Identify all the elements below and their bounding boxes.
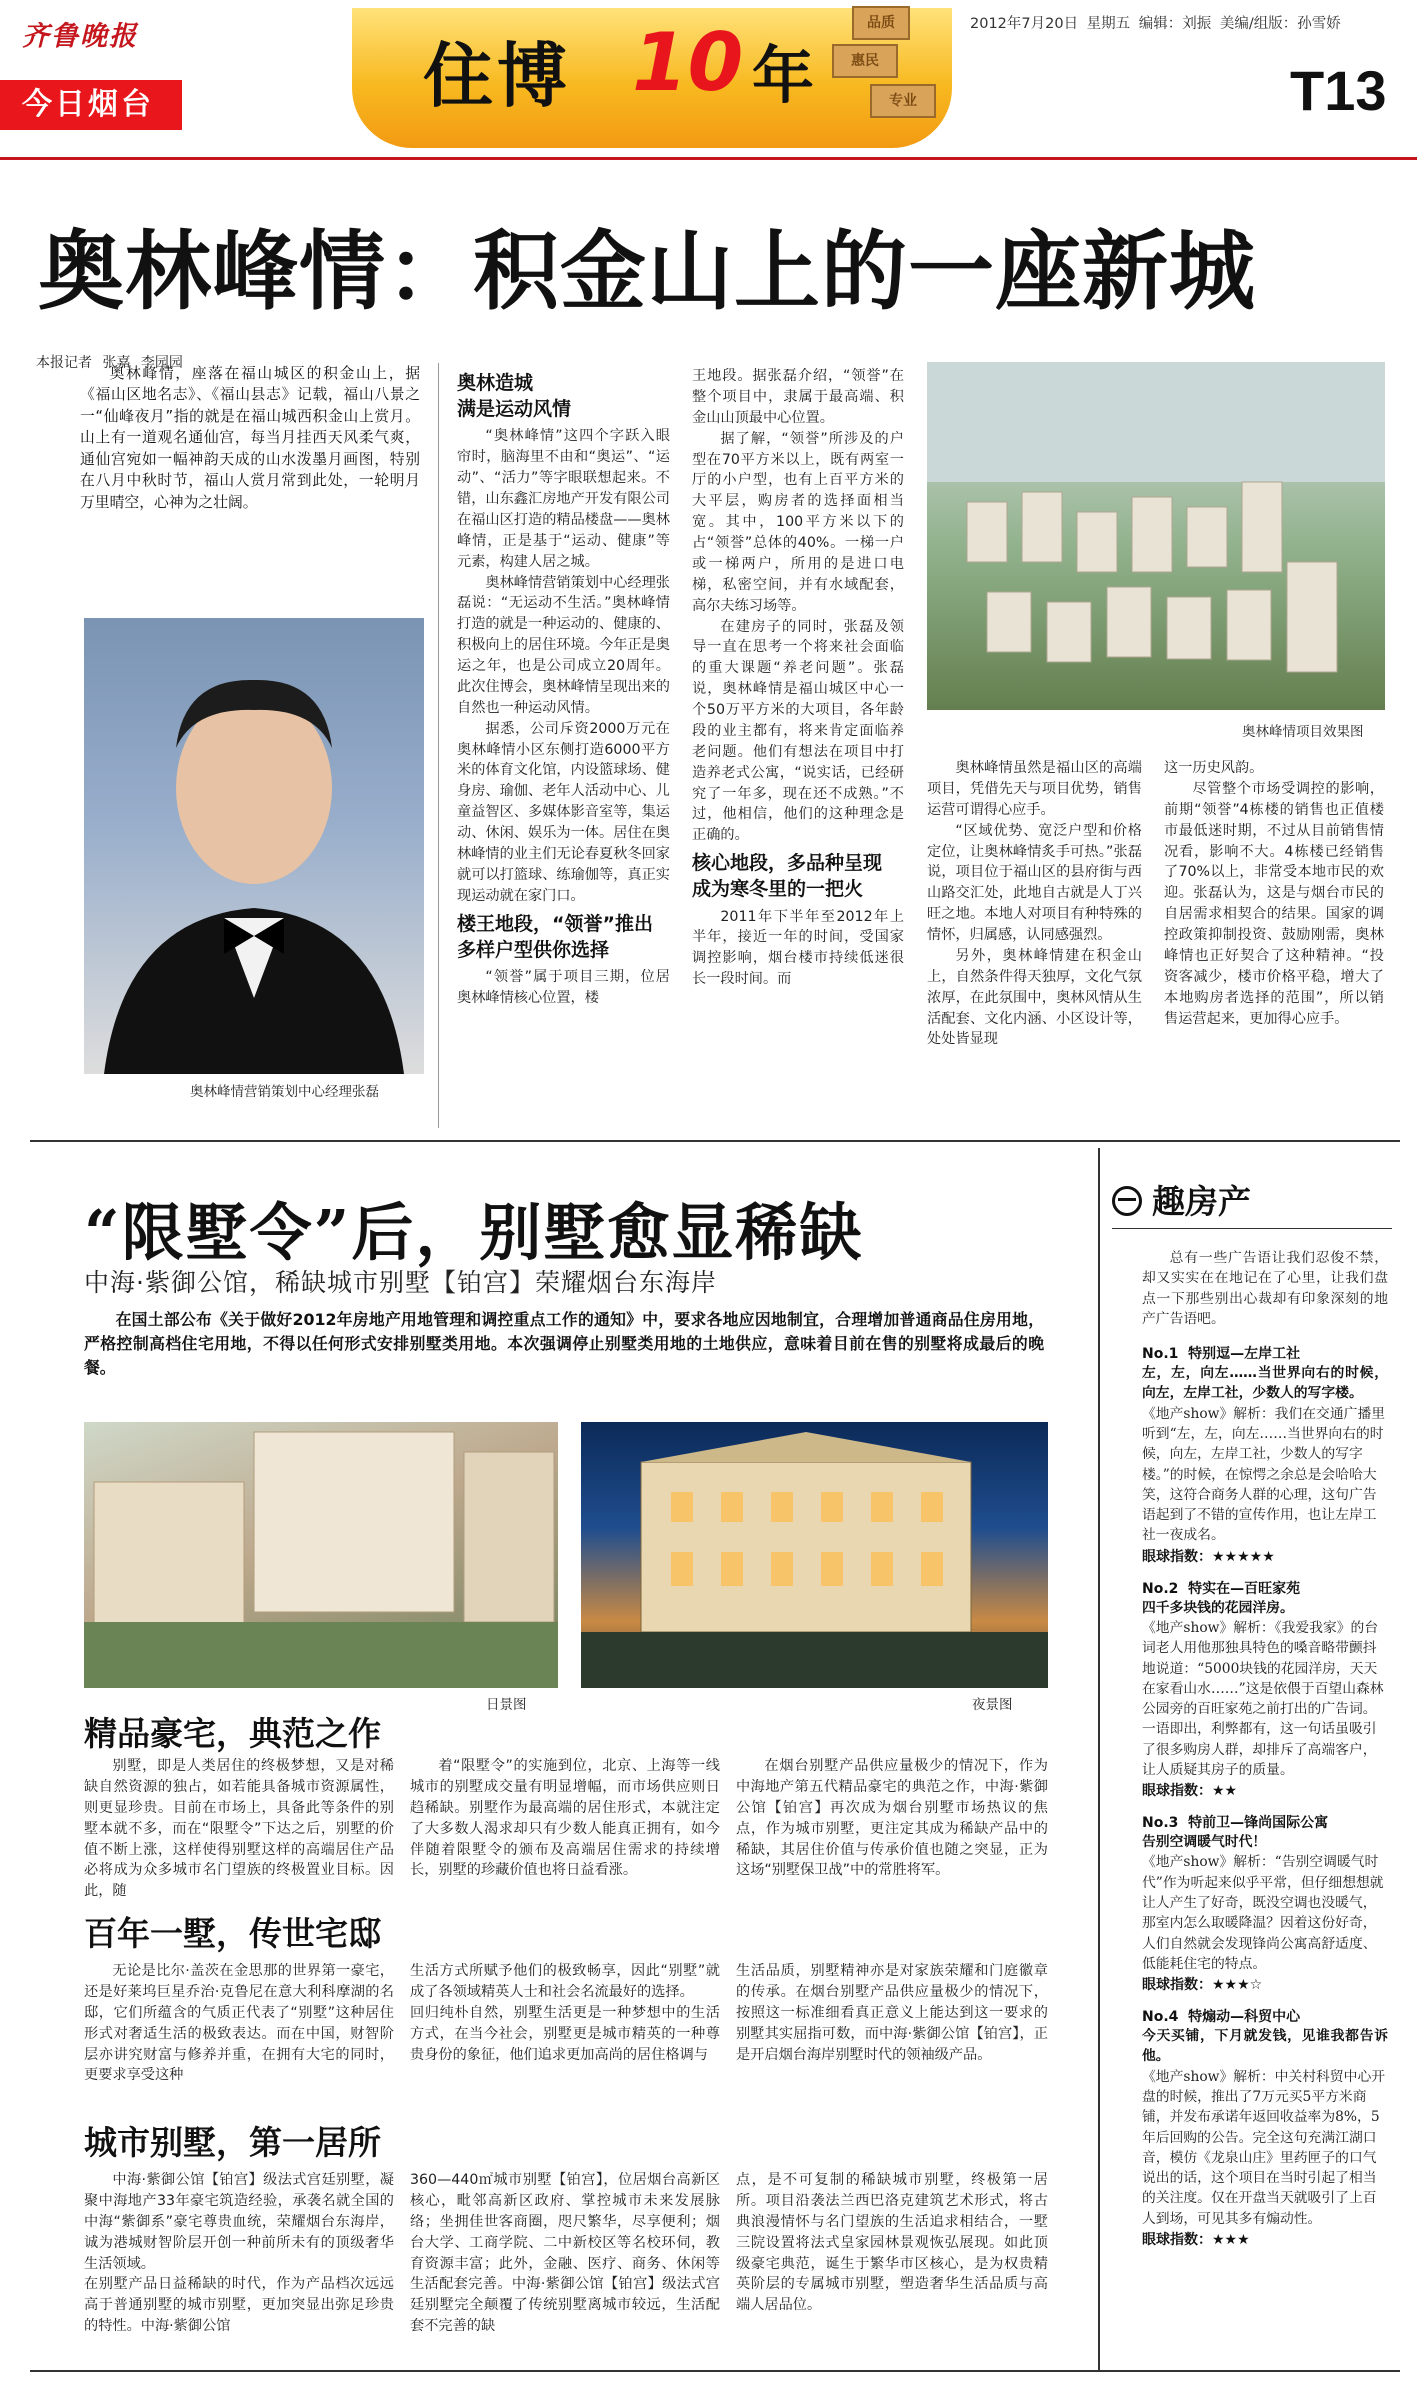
- col3-subhead: 核心地段，多品种呈现 成为寒冬里的一把火: [692, 852, 883, 901]
- col3-paragraph: 王地段。据张磊介绍，“领誉”在整个项目中，隶属于最高端、积金山山顶最中心位置。: [692, 368, 904, 426]
- article1-column-2: [457, 366, 670, 1009]
- s3-paragraph: 中海·紫御公馆【铂宫】级法式宫廷别墅，凝聚中海地产33年豪宅筑造经验，承袭名就全国的中海“紫御系”豪宅尊贵血统，荣耀烟台东海岸，诚为港城财智阶层开创一种前所未有的顶级奢华生活领域。 在别墅产品日益稀缺的时代，作为产品档次远远高于普通别墅的城市别墅，更加突显出弥足珍贵的特性。中海·紫御公馆: [84, 2172, 394, 2335]
- section-title-3: 城市别墅，第一居所: [84, 2123, 381, 2162]
- s1-paragraph: 在烟台别墅产品供应量极少的情况下，作为中海地产第五代精品豪宅的典范之作，中海·紫御公馆【铂宫】再次成为烟台别墅市场热议的焦点，作为城市别墅，更注定其成为稀缺产品中的稀缺，其居住价值与传承价值也随之突显，正为这场“别墅保卫战”中的常胜将军。: [736, 1758, 1048, 1879]
- item-rating: 眼球指数：★★★★★: [1142, 1548, 1275, 1565]
- col3-paragraph: 在建房子的同时，张磊及领导一直在思考一个将来社会面临的重大课题“养老问题”。张磊说，奥林峰情是福山城区中心一个50万平方米的大项目，各年龄段的业主都有，将来肯定面临养老问题。他们有想法在项目中打造养老式公寓，“说实话，已经研究了一年多，现在还不成熟。”不过，他相信，他们的这种理念是正确的。: [692, 618, 904, 844]
- s2-column-3: [736, 1961, 1048, 2065]
- sidebar-item-heading: [1142, 1343, 1388, 1363]
- banner-year: 年: [752, 39, 815, 112]
- col3-paragraph: 据了解，“领誉”所涉及的户型在70平方米以上，既有两室一厅的小户型，也有上百平方米的大平层，购房者的选择面相当宽。其中，100平方米以下的占“领誉”总体的40%。一梯一户或一梯两户，所用的是进口电梯，私密空间，并有水域配套，高尔夫练习场等。: [692, 430, 904, 614]
- section-title-2: 百年一墅，传世宅邸: [84, 1914, 381, 1953]
- item-slogan: 今天买铺，下月就发钱，见谁我都告诉他。: [1142, 2028, 1388, 2065]
- portrait-caption: 奥林峰情营销策划中心经理张磊: [190, 1084, 379, 1100]
- sidebar-item-heading: [1142, 1812, 1388, 1832]
- banner-title: 住博: [423, 34, 571, 117]
- col3-paragraph: 2011年下半年至2012年上半年，接近一年的时间，受国家调控影响，烟台楼市持续低迷很长一段时间。而: [692, 908, 904, 988]
- section-divider: [30, 1140, 1400, 1142]
- article2-subheadline: 中海·紫御公馆，稀缺城市别墅【铂宫】荣耀烟台东海岸: [84, 1268, 717, 1297]
- col2-subhead-2: 楼王地段，“领誉”推出 多样户型供你选择: [457, 912, 653, 961]
- article1-headline: 奥林峰情：积金山上的一座新城: [38, 221, 1256, 322]
- item-title: 特实在—百旺家苑: [1188, 1580, 1301, 1597]
- sidebar-circle-icon: [1112, 1186, 1142, 1216]
- intro-paragraph: 在国土部公布《关于做好2012年房地产用地管理和调控重点工作的通知》中，要求各地应因地制宜，合理增加普通商品住房用地，严格控制高档住宅用地，不得以任何形式安排别墅类用地。本次强调停止别墅类用地的土地供应，意味着目前在售的别墅将成最后的晚餐。: [84, 1310, 1044, 1377]
- sidebar-item: [1142, 1578, 1388, 1801]
- article1-column-4: [927, 758, 1142, 1050]
- portrait-photo: [84, 618, 424, 1074]
- item-no: No.3: [1142, 1815, 1179, 1832]
- s3-column-1: [84, 2170, 394, 2337]
- col5-paragraph: 这一历史风韵。: [1164, 760, 1264, 776]
- item-rating: 眼球指数：★★: [1142, 1783, 1238, 1800]
- block-quality: 品质: [852, 6, 910, 40]
- sidebar-content: [1142, 1248, 1388, 2249]
- s2-paragraph: 生活方式所赋予他们的极致畅享，因此“别墅”就成了各领域精英人士和社会名流最好的选择。 回归纯朴自然，别墅生活更是一种梦想中的生活方式，在当今社会，别墅更是城市精英的一种尊贵身份的象征，他们追求更加高尚的居住格调与: [410, 1963, 720, 2063]
- aerial-rendering-photo: [927, 362, 1385, 710]
- article1-column-5: [1164, 758, 1384, 1029]
- item-slogan: 四千多块钱的花园洋房。: [1142, 1599, 1294, 1616]
- item-rating: 眼球指数：★★★☆: [1142, 1977, 1263, 1994]
- night-view-illustration: [581, 1422, 1048, 1688]
- col2-paragraph: 奥林峰情营销策划中心经理张磊说：“无运动不生活。”奥林峰情打造的就是一种运动的、健康的、积极向上的居住环境。今年正是奥运之年，也是公司成立20周年。此次住博会，奥林峰情呈现出来的自然也一种运动风情。: [457, 574, 670, 716]
- s2-column-2: [410, 1961, 720, 2065]
- item-no: No.1: [1142, 1346, 1179, 1363]
- aerial-illustration: [927, 362, 1385, 710]
- sidebar-item: [1142, 1812, 1388, 1994]
- article1-byline: 本报记者 张嘉 李园园: [36, 355, 183, 371]
- col2-paragraph: 据悉，公司斥资2000万元在奥林峰情小区东侧打造6000平方米的体育文化馆，内设篮球场、健身房、瑜伽、老年人活动中心、儿童益智区、多媒体影音室等，集运动、休闲、娱乐为一体。居住在奥林峰情的业主们无论春夏秋冬回家就可以打篮球、练瑜伽等，真正实现运动就在家门口。: [457, 720, 670, 904]
- block-benefit: 惠民: [832, 44, 898, 78]
- portrait-illustration: [84, 618, 424, 1074]
- item-title: 特别逗—左岸工社: [1188, 1346, 1301, 1363]
- item-analysis: 《地产show》解析：中关村科贸中心开盘的时候，推出了7万元买5平方米商铺，并发布承诺年返回收益率为8%，5年后回购的公告。完全这句充满江湖口音，模仿《龙泉山庄》里药匣子的口气说出的话，这个项目在当时引起了相当的关注度。仅在开盘当天就吸引了上百人到场，可见其多有煽动性。: [1142, 2068, 1386, 2227]
- s2-column-1: [84, 1961, 394, 2086]
- s2-paragraph: 生活品质，别墅精神亦是对家族荣耀和门庭徽章的传承。在烟台别墅产品供应量极少的情况下，按照这一标准细看真正意义上能达到这一要求的别墅其实屈指可数，而中海·紫御公馆【铂宫】，正是开启烟台海岸别墅时代的领袖级产品。: [736, 1963, 1048, 2063]
- article2-headline: “限墅令”后，别墅愈显稀缺: [84, 1196, 864, 1269]
- sidebar-rule: [1112, 1228, 1392, 1229]
- day-view-illustration: [84, 1422, 558, 1688]
- item-title: 特煽动—科贸中心: [1188, 2009, 1301, 2026]
- article2-intro: [84, 1308, 1044, 1380]
- night-view-caption: 夜景图: [972, 1697, 1013, 1713]
- block-pro: 专业: [870, 84, 936, 118]
- item-analysis: 《地产show》解析：我们在交通广播里听到“左，左，向左……当世界向右的时候，向左，左岸工社，少数人的写字楼。”的时候，在惊愕之余总是会哈哈大笑，这符合商务人群的心理，这句广告语起到了不错的宣传作用，也让左岸工社一夜成名。: [1142, 1405, 1386, 1544]
- sidebar-title: 趣房产: [1152, 1182, 1251, 1221]
- lead-paragraph: 奥林峰情，座落在福山城区的积金山上，据《福山区地名志》、《福山县志》记载，福山八景之一“仙峰夜月”指的就是在福山城西积金山上赏月。山上有一道观名通仙宫，每当月挂西天风柔气爽，通仙宫宛如一幅神韵天成的山水泼墨月画图，特别在八月中秋时节，福山人赏月常到此处，一轮明月万里晴空，心神为之壮阔。: [80, 365, 420, 511]
- col2-subhead-1: 奥林造城 满是运动风情: [457, 372, 572, 421]
- sidebar-item-heading: [1142, 2006, 1388, 2026]
- night-view-photo: [581, 1422, 1048, 1688]
- item-no: No.4: [1142, 2009, 1179, 2026]
- item-analysis: 《地产show》解析：“告别空调暖气时代”作为听起来似乎平常，但仔细想想就让人产生了好奇，既没空调也没暖气，那室内怎么取暖降温？因着这份好奇，人们自然就会发现锋尚公寓高舒适度、低能耗住宅的特点。: [1142, 1854, 1384, 1972]
- item-analysis: 《地产show》解析：《我爱我家》的台词老人用他那独具特色的嗓音略带颤抖地说道：“5000块钱的花园洋房，天天在家看山水……”这是依偎于百望山森林公园旁的百旺家苑之前打出的广告词。一语即出，利弊都有，这一句话虽吸引了很多购房人群，却排斥了高端客户，让人质疑其房子的质量。: [1142, 1619, 1384, 1778]
- column-divider: [438, 363, 439, 1128]
- col5-paragraph: 尽管整个市场受调控的影响，前期“领誉”4栋楼的销售也正值楼市最低迷时期，不过从目前销售情况看，影响不大。4栋楼已经销售了70%以上，非常受本地市民的欢迎。张磊认为，这是与烟台市民的自居需求相契合的结果。国家的调控政策抑制投资、鼓励刚需，奥林峰情也正好契合了这种精神。“投资客减少，楼市价格平稳，增大了本地购房者选择的范围”，所以销售运营起来，更加得心应手。: [1164, 780, 1384, 1027]
- s1-column-3: [736, 1756, 1048, 1881]
- s1-column-2: [410, 1756, 720, 1881]
- s1-column-1: [84, 1756, 394, 1902]
- bottom-rule: [30, 2370, 1400, 2372]
- col4-paragraph: 另外，奥林峰情建在积金山上，自然条件得天独厚，文化气氛浓厚，在此氛围中，奥林风情从生活配套、文化内涵、小区设计等，处处皆显现: [927, 947, 1142, 1048]
- page-number: T13: [1290, 59, 1387, 122]
- item-title: 特前卫—锋尚国际公寓: [1188, 1815, 1329, 1832]
- col4-paragraph: 奥林峰情虽然是福山区的高端项目，凭借先天与项目优势，销售运营可谓得心应手。: [927, 760, 1142, 818]
- s3-paragraph: 360—440㎡城市别墅【铂宫】，位居烟台高新区核心，毗邻高新区政府、掌控城市未来发展脉络；坐拥佳世客商圈，咫尺繁华，尽享便利；烟台大学、工商学院、二中新校区等名校环伺，教育资源丰富；此外，金融、医疗、商务、休闲等生活配套完善。中海·紫御公馆【铂宫】级法式宫廷别墅完全颠覆了传统别墅离城市较远，生活配套不完善的缺: [410, 2172, 720, 2335]
- col2-paragraph: “奥林峰情”这四个字跃入眼帘时，脑海里不由和“奥运”、“运动”、“活力”等字眼联想起来。不错，山东鑫汇房地产开发有限公司在福山区打造的精品楼盘——奥林峰情，正是基于“运动、健康”等元素，构建人居之城。: [457, 428, 670, 570]
- section-title-1: 精品豪宅，典范之作: [84, 1714, 381, 1753]
- banner-blocks-icon: [830, 0, 950, 140]
- s3-paragraph: 点，是不可复制的稀缺城市别墅，终极第一居所。项目沿袭法兰西巴洛克建筑艺术形式，将古典浪漫情怀与名门望族的生活追求相结合，一墅三院设置将法式皇家园林景观恢弘展现。如此顶级豪宅典范，诞生于繁华市区核心，是为权贵精英阶层的专属城市别墅，塑造奢华生活品质与高端人居品位。: [736, 2172, 1048, 2314]
- col4-paragraph: “区域优势、宽泛户型和价格定位，让奥林峰情炙手可热。”张磊说，项目位于福山区的县府街与西山路交汇处，此地自古就是人丁兴旺之地。本地人对项目有种特殊的情怀，归属感，认同感强烈。: [927, 822, 1142, 943]
- item-slogan: 告别空调暖气时代！: [1142, 1834, 1267, 1851]
- s3-column-3: [736, 2170, 1048, 2316]
- banner-number: 10: [632, 16, 744, 109]
- article1-column-3: [692, 366, 904, 990]
- sidebar-item: [1142, 2006, 1388, 2249]
- day-view-photo: [84, 1422, 558, 1688]
- s1-paragraph: 别墅，即是人类居住的终极梦想，又是对稀缺自然资源的独占，如若能具备城市资源属性，则更显珍贵。目前在市场上，具备此等条件的别墅本就不多，而在“限墅令”下达之后，别墅的价值不断上涨，这样使得别墅这样的高端居住产品必将成为众多城市名门望族的终极置业目标。因此，随: [84, 1758, 394, 1900]
- item-no: No.2: [1142, 1580, 1179, 1597]
- edition-label: 今日烟台: [0, 80, 182, 130]
- item-rating: 眼球指数：★★★: [1142, 2231, 1250, 2248]
- item-slogan: 左，左，向左……当世界向右的时候，向左，左岸工社，少数人的写字楼。: [1142, 1365, 1388, 1402]
- col2-paragraph: “领誉”属于项目三期，位居奥林峰情核心位置，楼: [457, 969, 670, 1006]
- s3-column-2: [410, 2170, 720, 2337]
- s1-paragraph: 着“限墅令”的实施到位，北京、上海等一线城市的别墅成交量有明显增幅，而市场供应则日趋稀缺。别墅作为最高端的居住形式，本就注定了大多数人渴求却只有少数人能真正拥有，如今伴随着限墅令的颁布及高端居住需求的持续增长，别墅的珍藏价值也将日益看涨。: [410, 1758, 720, 1879]
- sidebar-intro: 总有一些广告语让我们忍俊不禁，却又实实在在地记在了心里，让我们盘点一下那些别出心裁却有印象深刻的地产广告语吧。: [1142, 1250, 1388, 1327]
- sidebar-item-heading: [1142, 1578, 1388, 1598]
- sidebar-item: [1142, 1343, 1388, 1566]
- day-view-caption: 日景图: [486, 1697, 527, 1713]
- aerial-caption: 奥林峰情项目效果图: [1242, 724, 1364, 740]
- issue-meta: 2012年7月20日 星期五 编辑：刘振 美编/组版：孙雪娇: [970, 16, 1341, 32]
- newspaper-brand: 齐鲁晚报: [22, 21, 138, 52]
- s2-paragraph: 无论是比尔·盖茨在金思那的世界第一豪宅，还是好莱坞巨星乔治·克鲁尼在意大利科摩湖的名邸，它们所蕴含的气质正代表了“别墅”这种居住形式对奢适生活的极致表达。而在中国，财智阶层亦讲究财富与修养并重，在拥有大宅的同时，更要求享受这种: [84, 1963, 394, 2084]
- article1-lead: [80, 363, 420, 513]
